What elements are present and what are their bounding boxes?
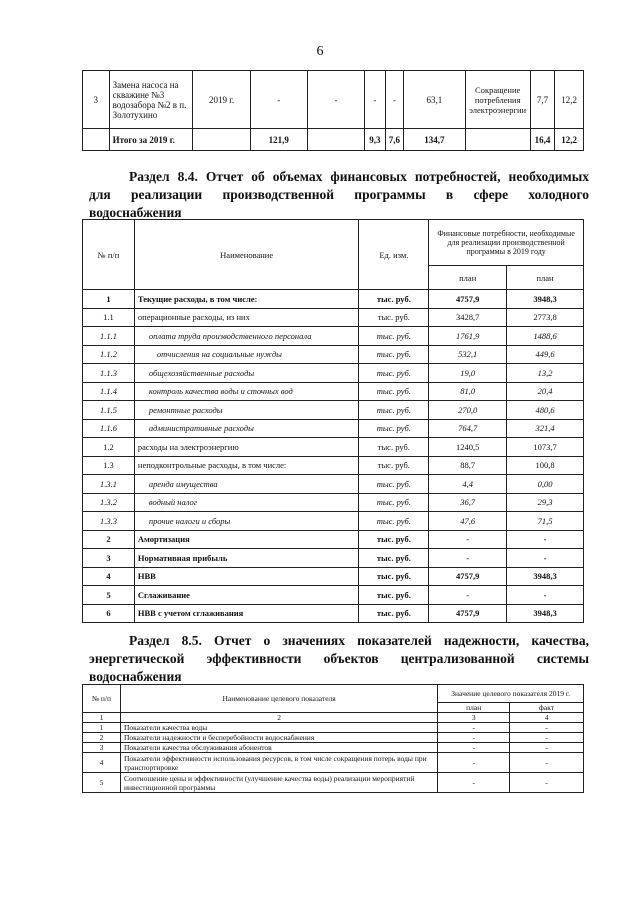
header-unit: Ед. изм. (359, 220, 429, 290)
cell: - (307, 71, 364, 129)
cell-num: 4 (83, 753, 121, 773)
cell-fact: 3948,3 (507, 290, 584, 309)
cell-plan: 4,4 (429, 475, 507, 494)
cell-fact: 71,5 (507, 512, 584, 531)
cell-fact: - (510, 753, 584, 773)
cell-plan: 270,0 (429, 401, 507, 420)
cell-unit: тыс. руб. (359, 327, 429, 346)
cell-plan: 4757,9 (429, 604, 507, 623)
cell-num: 4 (83, 567, 135, 586)
cell-unit: тыс. руб. (359, 530, 429, 549)
cell-plan: 4757,9 (429, 290, 507, 309)
cell-fact: 321,4 (507, 419, 584, 438)
header-name: Наименование (134, 220, 359, 290)
heading-line: для реализации производственной программы в сфере холодного (89, 187, 589, 202)
heading-line: энергетической эффективности объектов централизованной системы (89, 651, 589, 666)
cell-unit: тыс. руб. (359, 438, 429, 457)
table-row (83, 401, 584, 420)
table-row (83, 364, 584, 383)
cell: 12,2 (555, 71, 584, 129)
header-plan: план (438, 703, 510, 713)
section-heading-8-4 (89, 168, 589, 222)
cell-num: 1.1.5 (83, 401, 135, 420)
table-row (83, 773, 584, 793)
header-fact: факт (510, 703, 584, 713)
cell: - (365, 71, 385, 129)
table-row (83, 567, 584, 586)
cell-fact: 1488,6 (507, 327, 584, 346)
cell-num: 2 (83, 530, 135, 549)
cell-plan: - (429, 549, 507, 568)
cell-name: НВВ с учетом сглаживания (134, 604, 359, 623)
cell-num: 6 (83, 604, 135, 623)
table-row (83, 604, 584, 623)
cell-unit: тыс. руб. (359, 475, 429, 494)
cell-fact: - (510, 773, 584, 793)
cell-fact: - (507, 586, 584, 605)
cell-unit: тыс. руб. (359, 567, 429, 586)
header-fact: план (507, 266, 584, 290)
cell-plan: - (438, 733, 510, 743)
table-row (83, 345, 584, 364)
table-row-total (83, 129, 584, 151)
cell-plan: - (429, 586, 507, 605)
cell-fact: 449,6 (507, 345, 584, 364)
table-row (83, 549, 584, 568)
cell-plan: 4757,9 (429, 567, 507, 586)
cell-fact: - (507, 549, 584, 568)
cell-name: операционные расходы, из них (134, 308, 359, 327)
financial-needs-table (82, 219, 584, 623)
cell-fact: 3948,3 (507, 604, 584, 623)
cell-num: 3 (83, 743, 121, 753)
cell-name: расходы на электроэнергию (134, 438, 359, 457)
cell-plan: 36,7 (429, 493, 507, 512)
cell-year: 2019 г. (193, 71, 250, 129)
cell: - (385, 71, 404, 129)
cell-fact: 29,3 (507, 493, 584, 512)
table-row (83, 475, 584, 494)
col-number: 3 (438, 713, 510, 723)
cell-name: прочие налоги и сборы (134, 512, 359, 531)
cell-name: оплата труда производственного персонала (134, 327, 359, 346)
cell-name: водный налог (134, 493, 359, 512)
cell-plan: - (438, 773, 510, 793)
header-plan: план (429, 266, 507, 290)
heading-line: водоснабжения (89, 669, 182, 684)
cell-num: 1 (83, 290, 135, 309)
cell-fact: 1073,7 (507, 438, 584, 457)
cell: 12,2 (555, 129, 584, 151)
cell-num: 5 (83, 773, 121, 793)
cell-name: ремонтные расходы (134, 401, 359, 420)
table-row (83, 723, 584, 733)
cell-plan: 81,0 (429, 382, 507, 401)
cell-name: контроль качества воды и сточных вод (134, 382, 359, 401)
cell-name: Показатели качества воды (120, 723, 437, 733)
cell-name: Текущие расходы, в том числе: (134, 290, 359, 309)
cell-unit: тыс. руб. (359, 290, 429, 309)
cell-unit: тыс. руб. (359, 456, 429, 475)
page-number: 6 (316, 44, 324, 59)
cell-num: 1.3 (83, 456, 135, 475)
cell: 121,9 (250, 129, 307, 151)
cell-unit: тыс. руб. (359, 401, 429, 420)
table-row (83, 753, 584, 773)
cell: 134,7 (404, 129, 465, 151)
cell-fact: 0,00 (507, 475, 584, 494)
cell-name: неподконтрольные расходы, в том числе: (134, 456, 359, 475)
cell-total-label: Итого за 2019 г. (109, 129, 193, 151)
cell-num: 5 (83, 586, 135, 605)
cell-unit: тыс. руб. (359, 382, 429, 401)
cell-num: 1.3.2 (83, 493, 135, 512)
cell-plan: 47,6 (429, 512, 507, 531)
cell-plan: 3428,7 (429, 308, 507, 327)
cell-name: Амортизация (134, 530, 359, 549)
table-row (83, 743, 584, 753)
cell-unit: тыс. руб. (359, 493, 429, 512)
heading-line: водоснабжения (89, 205, 182, 220)
header-value: Значение целевого показателя 2019 г. (438, 685, 584, 703)
cell-name: Показатели надежности и бесперебойности водоснабжения (120, 733, 437, 743)
cell-name: Сглаживание (134, 586, 359, 605)
cell-plan: 19,0 (429, 364, 507, 383)
cell: 7,6 (385, 129, 404, 151)
cell-fact: 100,8 (507, 456, 584, 475)
cell-name: Соотношение цены и эффективности (улучшение качества воды) реализации мероприятий инвестиционной программы (120, 773, 437, 793)
header-num: № п/п (83, 685, 121, 713)
table-row (83, 71, 584, 129)
cell: 63,1 (404, 71, 465, 129)
col-number: 1 (83, 713, 121, 723)
cell-plan: 532,1 (429, 345, 507, 364)
cell-num: 1 (83, 723, 121, 733)
cell-fact: 13,2 (507, 364, 584, 383)
header-num: № п/п (83, 220, 135, 290)
cell-num: 1.2 (83, 438, 135, 457)
cell-name: Нормативная прибыль (134, 549, 359, 568)
cell-name: НВВ (134, 567, 359, 586)
cell-num: 3 (83, 71, 110, 129)
cell-unit: тыс. руб. (359, 604, 429, 623)
cell-effect: Сокращение потребления электроэнергии (465, 71, 530, 129)
table-row (83, 586, 584, 605)
cell-unit: тыс. руб. (359, 419, 429, 438)
cell: - (250, 71, 307, 129)
cell-plan: - (438, 753, 510, 773)
cell-fact: - (510, 743, 584, 753)
heading-line: Раздел 8.5. Отчет о значениях показателей надежности, качества, (129, 633, 589, 648)
cell-name: Показатели качества обслуживания абонентов (120, 743, 437, 753)
cell: 7,7 (530, 71, 555, 129)
header-needs: Финансовые потребности, необходимые для реализации производственной программы в 2019 году (429, 220, 584, 266)
header-name: Наименование целевого показателя (120, 685, 437, 713)
cell-fact: - (507, 530, 584, 549)
cell-plan: 1761,9 (429, 327, 507, 346)
cell-num: 3 (83, 549, 135, 568)
table-row (83, 512, 584, 531)
cell-num: 1.1.6 (83, 419, 135, 438)
investment-table-continuation (82, 70, 584, 151)
cell-fact: 3948,3 (507, 567, 584, 586)
cell-num: 2 (83, 733, 121, 743)
cell-name: Показатели эффективности использования ресурсов, в том числе сокращения потерь воды при транспортировке (120, 753, 437, 773)
table-row (83, 438, 584, 457)
cell-plan: - (438, 743, 510, 753)
cell-num: 1.1.4 (83, 382, 135, 401)
cell-num: 1.3.1 (83, 475, 135, 494)
cell-unit: тыс. руб. (359, 586, 429, 605)
cell-name: общехозяйственные расходы (134, 364, 359, 383)
cell-num: 1.1.2 (83, 345, 135, 364)
cell-unit: тыс. руб. (359, 364, 429, 383)
cell-name: Замена насоса на скважине №3 водозабора №2 в п. Золотухино (109, 71, 193, 129)
heading-line: Раздел 8.4. Отчет об объемах финансовых потребностей, необходимых (129, 169, 589, 184)
table-row (83, 530, 584, 549)
table-row (83, 493, 584, 512)
cell-fact: - (510, 733, 584, 743)
cell-plan: - (438, 723, 510, 733)
section-heading-8-5 (89, 632, 589, 686)
cell-plan: 88,7 (429, 456, 507, 475)
table-row (83, 290, 584, 309)
cell: 9,3 (365, 129, 385, 151)
table-row (83, 308, 584, 327)
cell-name: отчисления на социальные нужды (134, 345, 359, 364)
cell-fact: 480,6 (507, 401, 584, 420)
cell: 16,4 (530, 129, 555, 151)
indicators-table (82, 684, 584, 793)
cell-name: аренда имущества (134, 475, 359, 494)
cell-num: 1.3.3 (83, 512, 135, 531)
table-row (83, 419, 584, 438)
cell-name: административные расходы (134, 419, 359, 438)
cell-fact: - (510, 723, 584, 733)
cell-unit: тыс. руб. (359, 308, 429, 327)
cell-num: 1.1.1 (83, 327, 135, 346)
cell-fact: 20,4 (507, 382, 584, 401)
table-row (83, 327, 584, 346)
cell-unit: тыс. руб. (359, 512, 429, 531)
cell-plan: 764,7 (429, 419, 507, 438)
table-row (83, 733, 584, 743)
cell-num: 1.1 (83, 308, 135, 327)
col-number: 4 (510, 713, 584, 723)
cell-num: 1.1.3 (83, 364, 135, 383)
col-number: 2 (120, 713, 437, 723)
cell-unit: тыс. руб. (359, 345, 429, 364)
cell-plan: 1240,5 (429, 438, 507, 457)
cell-unit: тыс. руб. (359, 549, 429, 568)
table-row (83, 456, 584, 475)
cell-fact: 2773,8 (507, 308, 584, 327)
table-row (83, 382, 584, 401)
cell-plan: - (429, 530, 507, 549)
